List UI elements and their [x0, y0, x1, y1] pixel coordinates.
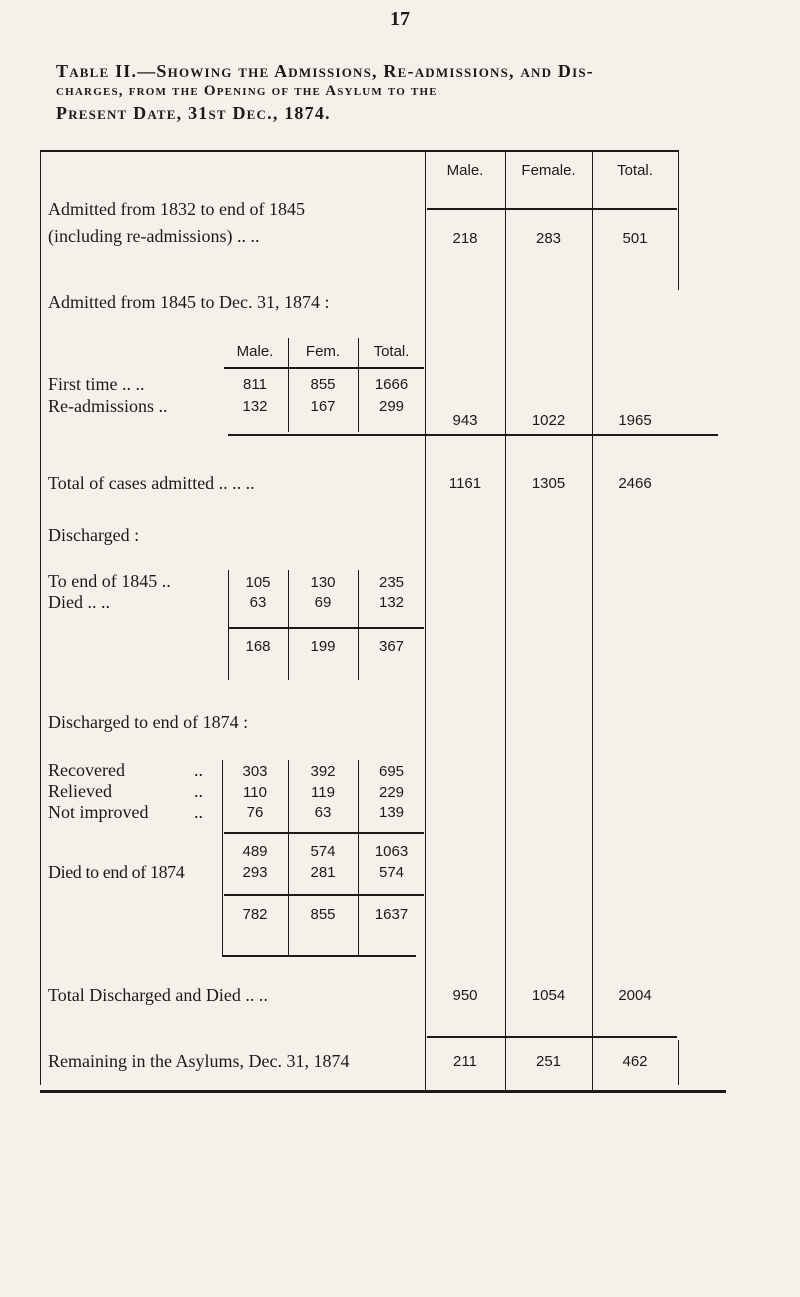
- first-time-male: 811: [243, 376, 267, 393]
- recovered-total: 695: [378, 763, 405, 780]
- remaining-rule: [427, 1036, 677, 1038]
- col-rule-total: [592, 150, 593, 1090]
- not-improved-fem: 63: [314, 804, 332, 821]
- died-male: 63: [249, 594, 267, 611]
- table-bottom-rule: [40, 1090, 726, 1093]
- to-end-1845-male: 105: [245, 574, 271, 591]
- total-discharged-male: 950: [452, 987, 478, 1004]
- page-number: 17: [390, 8, 410, 30]
- died-1874-total: 574: [378, 864, 405, 881]
- re-admissions-fem: 167: [310, 398, 336, 415]
- row-label-not-improved: Not improved: [48, 802, 149, 822]
- row-label-recovered: Recovered: [48, 760, 125, 780]
- d1874-total-fem: 855: [310, 906, 336, 923]
- discharged-label: Discharged :: [48, 525, 140, 545]
- first-time-fem: 855: [310, 376, 336, 393]
- admitted-1845-label: Admitted from 1845 to Dec. 31, 1874 :: [48, 292, 330, 312]
- remaining-label: Remaining in the Asylums, Dec. 31, 1874: [48, 1051, 350, 1071]
- died-fem: 69: [314, 594, 332, 611]
- admitted-1832-male: 218: [452, 230, 478, 247]
- first-time-total: 1666: [374, 376, 409, 393]
- admitted-1832-female: 283: [535, 230, 562, 247]
- not-improved-total: 139: [378, 804, 405, 821]
- table-caption-line-2: charges, from the Opening of the Asylum to the: [56, 83, 438, 99]
- d1874-sum-rule: [224, 832, 424, 834]
- row-label-relieved: Relieved: [48, 781, 112, 801]
- row-label-died-1874: Died to end of 1874: [48, 862, 185, 882]
- to-end-1845-total: 235: [378, 574, 405, 591]
- d1874-total-total: 1637: [374, 906, 409, 923]
- to-end-1845-fem: 130: [310, 574, 336, 591]
- table-caption-line-3: Present Date, 31st Dec., 1874.: [56, 103, 331, 123]
- header-female: Female.: [521, 162, 576, 179]
- relieved-fem: 119: [311, 784, 335, 801]
- d1874-subtotal-total: 1063: [374, 843, 409, 860]
- sub-header-male: Male.: [236, 343, 274, 360]
- discharged-final-rule: [222, 955, 416, 957]
- not-improved-male: 76: [246, 804, 264, 821]
- row-dots-recovered: ..: [194, 760, 203, 780]
- died-total: 132: [378, 594, 405, 611]
- header-male: Male.: [446, 162, 484, 179]
- re-admissions-total: 299: [378, 398, 405, 415]
- admitted-1845-total: 1965: [618, 412, 652, 429]
- admitted-sum-rule: [228, 434, 718, 436]
- admitted-1845-female: 1022: [531, 412, 566, 429]
- admitted-1845-male: 943: [452, 412, 478, 429]
- total-discharged-label: Total Discharged and Died .. ..: [48, 985, 268, 1005]
- table-left-rule: [40, 150, 41, 1085]
- recovered-fem: 392: [310, 763, 336, 780]
- d1874-subtotal-male: 489: [242, 843, 268, 860]
- row-label-to-end-1845: To end of 1845 ..: [48, 571, 171, 591]
- remaining-total: 462: [622, 1053, 648, 1070]
- total-discharged-total: 2004: [618, 987, 652, 1004]
- total-admitted-label: Total of cases admitted .. .. ..: [48, 473, 255, 493]
- re-admissions-male: 132: [242, 398, 268, 415]
- sub-header-underline: [224, 367, 424, 369]
- total-admitted-female: 1305: [531, 475, 566, 492]
- sub-header-fem: Fem.: [305, 343, 341, 360]
- discharged-1874-label: Discharged to end of 1874 :: [48, 712, 249, 732]
- admitted-1832-total: 501: [622, 230, 648, 247]
- sub-header-total: Total.: [373, 343, 410, 360]
- remaining-female: 251: [535, 1053, 562, 1070]
- admitted-1832-label-2: (including re-admissions) .. ..: [48, 226, 260, 246]
- relieved-total: 229: [378, 784, 405, 801]
- row-label-first-time: First time .. ..: [48, 374, 145, 394]
- died-1874-fem: 281: [310, 864, 336, 881]
- col-rule-female: [505, 150, 506, 1090]
- row-label-re-admissions: Re-admissions ..: [48, 396, 168, 416]
- row-dots-not-improved: ..: [194, 802, 203, 822]
- discharged-sum-rule: [228, 627, 424, 629]
- header-total: Total.: [617, 162, 653, 179]
- total-discharged-female: 1054: [531, 987, 566, 1004]
- row-label-died: Died .. ..: [48, 592, 110, 612]
- discharged-subtotal-male: 168: [245, 638, 271, 655]
- d1874-subtotal-fem: 574: [310, 843, 336, 860]
- discharged-subtotal-total: 367: [378, 638, 405, 655]
- recovered-male: 303: [242, 763, 268, 780]
- total-admitted-male: 1161: [448, 475, 482, 492]
- header-underline: [427, 208, 677, 210]
- admitted-1832-label-1: Admitted from 1832 to end of 1845: [48, 199, 305, 219]
- table-right-rule: [678, 150, 679, 290]
- remaining-male: 211: [453, 1053, 477, 1070]
- table-caption-line-1: Table II.—Showing the Admissions, Re-admissions, and Dis-: [56, 61, 595, 81]
- total-admitted-total: 2466: [618, 475, 652, 492]
- col-rule-male: [425, 150, 426, 1090]
- discharged-subtotal-fem: 199: [310, 638, 336, 655]
- d1874-total-male: 782: [242, 906, 268, 923]
- died-1874-male: 293: [242, 864, 268, 881]
- table-right-rule-lower: [678, 1040, 679, 1085]
- relieved-male: 110: [243, 784, 267, 801]
- row-dots-relieved: ..: [194, 781, 203, 801]
- table-top-rule: [40, 150, 678, 152]
- d1874-total-rule: [224, 894, 424, 896]
